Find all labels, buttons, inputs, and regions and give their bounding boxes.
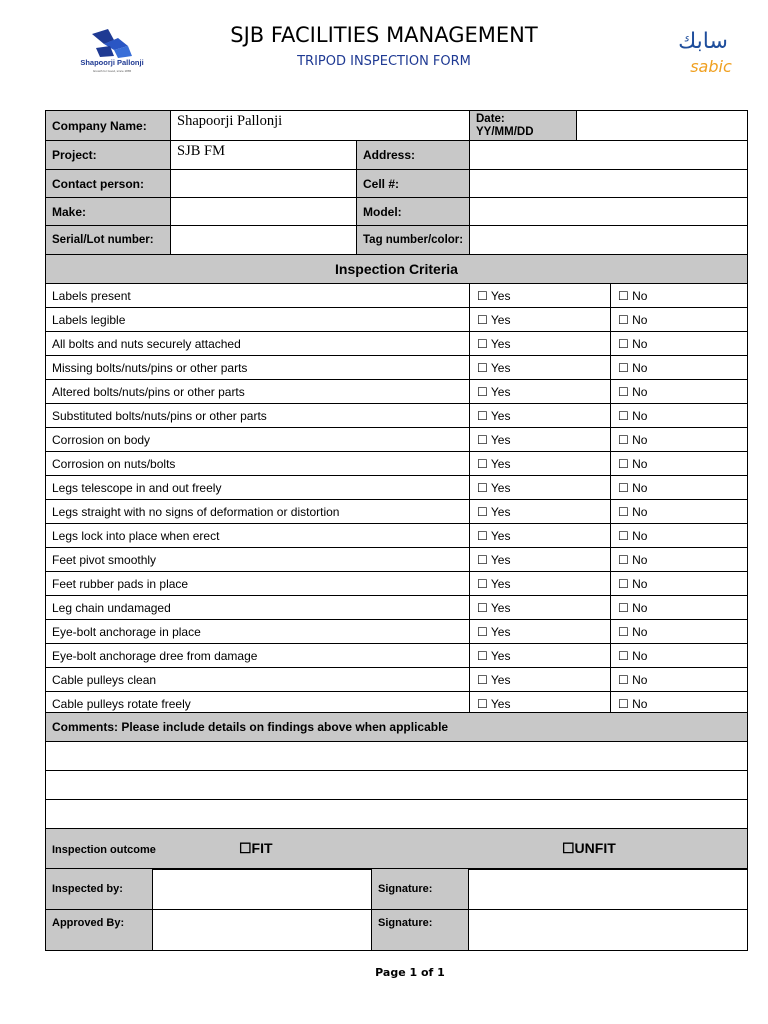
- yes-checkbox[interactable]: ☐ Yes: [470, 356, 611, 380]
- comments-heading: Comments: Please include details on findings above when applicable: [46, 713, 748, 742]
- no-checkbox[interactable]: ☐ No: [611, 524, 748, 548]
- no-checkbox[interactable]: ☐ No: [611, 428, 748, 452]
- comments-line[interactable]: [46, 800, 748, 829]
- criteria-label: Legs straight with no signs of deformation or distortion: [46, 500, 470, 524]
- yes-checkbox[interactable]: ☐ Yes: [470, 620, 611, 644]
- inspected-by-label: Inspected by:: [46, 869, 153, 910]
- yes-checkbox[interactable]: ☐ Yes: [470, 404, 611, 428]
- criteria-label: Legs lock into place when erect: [46, 524, 470, 548]
- yes-checkbox[interactable]: ☐ Yes: [470, 548, 611, 572]
- inspection-criteria-table: [45, 254, 748, 716]
- fit-checkbox[interactable]: ☐FIT: [239, 840, 273, 856]
- yes-checkbox[interactable]: ☐ Yes: [470, 644, 611, 668]
- cell-field[interactable]: [470, 170, 748, 198]
- no-checkbox[interactable]: ☐ No: [611, 572, 748, 596]
- criteria-row: [46, 356, 748, 380]
- no-checkbox[interactable]: ☐ No: [611, 308, 748, 332]
- criteria-label: Missing bolts/nuts/pins or other parts: [46, 356, 470, 380]
- no-checkbox[interactable]: ☐ No: [611, 596, 748, 620]
- criteria-row: [46, 668, 748, 692]
- logo-arabic-text: سابك: [678, 29, 728, 54]
- criteria-label: Eye-bolt anchorage in place: [46, 620, 470, 644]
- criteria-label: Substituted bolts/nuts/pins or other parts: [46, 404, 470, 428]
- yes-checkbox[interactable]: ☐ Yes: [470, 308, 611, 332]
- inspection-outcome-table: [45, 828, 748, 870]
- criteria-label: Cable pulleys clean: [46, 668, 470, 692]
- criteria-label: Feet rubber pads in place: [46, 572, 470, 596]
- make-label: Make:: [46, 198, 171, 226]
- criteria-label: Cable pulleys rotate freely: [46, 692, 470, 716]
- criteria-row: [46, 596, 748, 620]
- no-checkbox[interactable]: ☐ No: [611, 500, 748, 524]
- yes-checkbox[interactable]: ☐ Yes: [470, 332, 611, 356]
- page-title: SJB FACILITIES MANAGEMENT: [230, 23, 538, 47]
- comments-line[interactable]: [46, 742, 748, 771]
- tag-number-label: Tag number/color:: [357, 226, 470, 255]
- company-name-value[interactable]: Shapoorji Pallonji: [171, 111, 470, 141]
- criteria-label: Legs telescope in and out freely: [46, 476, 470, 500]
- inspected-by-field[interactable]: [153, 869, 372, 910]
- yes-checkbox[interactable]: ☐ Yes: [470, 380, 611, 404]
- logo-name: Shapoorji Pallonji: [80, 58, 144, 67]
- criteria-row: [46, 500, 748, 524]
- inspector-signature-field[interactable]: [469, 869, 748, 910]
- criteria-label: Corrosion on body: [46, 428, 470, 452]
- approved-by-label: Approved By:: [46, 910, 153, 951]
- comments-line[interactable]: [46, 771, 748, 800]
- yes-checkbox[interactable]: ☐ Yes: [470, 524, 611, 548]
- project-value[interactable]: SJB FM: [171, 141, 357, 170]
- criteria-label: Eye-bolt anchorage dree from damage: [46, 644, 470, 668]
- project-label: Project:: [46, 141, 171, 170]
- make-field[interactable]: [171, 198, 357, 226]
- yes-checkbox[interactable]: ☐ Yes: [470, 668, 611, 692]
- no-checkbox[interactable]: ☐ No: [611, 668, 748, 692]
- no-checkbox[interactable]: ☐ No: [611, 356, 748, 380]
- inspection-criteria-heading: Inspection Criteria: [46, 255, 748, 284]
- inspection-outcome-row: [46, 829, 748, 870]
- serial-lot-label: Serial/Lot number:: [46, 226, 171, 255]
- tag-number-field[interactable]: [470, 226, 748, 255]
- yes-checkbox[interactable]: ☐ Yes: [470, 428, 611, 452]
- no-checkbox[interactable]: ☐ No: [611, 692, 748, 716]
- no-checkbox[interactable]: ☐ No: [611, 476, 748, 500]
- approver-signature-label: Signature:: [372, 910, 469, 951]
- yes-checkbox[interactable]: ☐ Yes: [470, 692, 611, 716]
- company-info-table: [45, 110, 748, 255]
- criteria-row: [46, 404, 748, 428]
- criteria-row: [46, 284, 748, 308]
- criteria-row: [46, 380, 748, 404]
- logo-latin-text: sabic: [690, 57, 732, 76]
- address-label: Address:: [357, 141, 470, 170]
- model-label: Model:: [357, 198, 470, 226]
- approver-signature-field[interactable]: [469, 910, 748, 951]
- no-checkbox[interactable]: ☐ No: [611, 620, 748, 644]
- yes-checkbox[interactable]: ☐ Yes: [470, 452, 611, 476]
- sabic-logo: [665, 24, 741, 78]
- signoff-table: [45, 868, 748, 951]
- no-checkbox[interactable]: ☐ No: [611, 404, 748, 428]
- criteria-label: Feet pivot smoothly: [46, 548, 470, 572]
- criteria-label: Labels present: [46, 284, 470, 308]
- serial-lot-field[interactable]: [171, 226, 357, 255]
- contact-person-field[interactable]: [171, 170, 357, 198]
- yes-checkbox[interactable]: ☐ Yes: [470, 596, 611, 620]
- criteria-label: All bolts and nuts securely attached: [46, 332, 470, 356]
- yes-checkbox[interactable]: ☐ Yes: [470, 500, 611, 524]
- criteria-row: [46, 620, 748, 644]
- contact-person-label: Contact person:: [46, 170, 171, 198]
- yes-checkbox[interactable]: ☐ Yes: [470, 284, 611, 308]
- criteria-row: [46, 644, 748, 668]
- cell-label: Cell #:: [357, 170, 470, 198]
- inspection-outcome-label: Inspection outcome: [52, 844, 156, 856]
- date-label: [470, 111, 577, 141]
- company-name-label: Company Name:: [46, 111, 171, 141]
- no-checkbox[interactable]: ☐ No: [611, 644, 748, 668]
- criteria-label: Corrosion on nuts/bolts: [46, 452, 470, 476]
- form-subtitle: TRIPOD INSPECTION FORM: [297, 54, 471, 69]
- yes-checkbox[interactable]: ☐ Yes: [470, 476, 611, 500]
- date-format-text: YY/MM/DD: [476, 126, 534, 138]
- criteria-label: Labels legible: [46, 308, 470, 332]
- unfit-checkbox[interactable]: ☐UNFIT: [562, 840, 616, 856]
- criteria-row: [46, 428, 748, 452]
- no-checkbox[interactable]: ☐ No: [611, 332, 748, 356]
- inspector-signature-label: Signature:: [372, 869, 469, 910]
- address-field[interactable]: [470, 141, 748, 170]
- no-checkbox[interactable]: ☐ No: [611, 548, 748, 572]
- criteria-row: [46, 572, 748, 596]
- date-label-text: Date:: [476, 113, 505, 125]
- shapoorji-pallonji-logo: [74, 26, 150, 74]
- date-field[interactable]: [577, 111, 748, 141]
- model-field[interactable]: [470, 198, 748, 226]
- no-checkbox[interactable]: ☐ No: [611, 284, 748, 308]
- yes-checkbox[interactable]: ☐ Yes: [470, 572, 611, 596]
- criteria-row: [46, 524, 748, 548]
- criteria-row: [46, 452, 748, 476]
- criteria-row: [46, 548, 748, 572]
- criteria-label: Altered bolts/nuts/pins or other parts: [46, 380, 470, 404]
- criteria-row: [46, 332, 748, 356]
- page-number: Page 1 of 1: [375, 966, 445, 979]
- no-checkbox[interactable]: ☐ No: [611, 452, 748, 476]
- criteria-row: [46, 476, 748, 500]
- criteria-row: [46, 308, 748, 332]
- criteria-label: Leg chain undamaged: [46, 596, 470, 620]
- logo-tagline: Growth for Good, since 1865: [92, 69, 132, 73]
- approved-by-field[interactable]: [153, 910, 372, 951]
- comments-table: [45, 712, 748, 829]
- no-checkbox[interactable]: ☐ No: [611, 380, 748, 404]
